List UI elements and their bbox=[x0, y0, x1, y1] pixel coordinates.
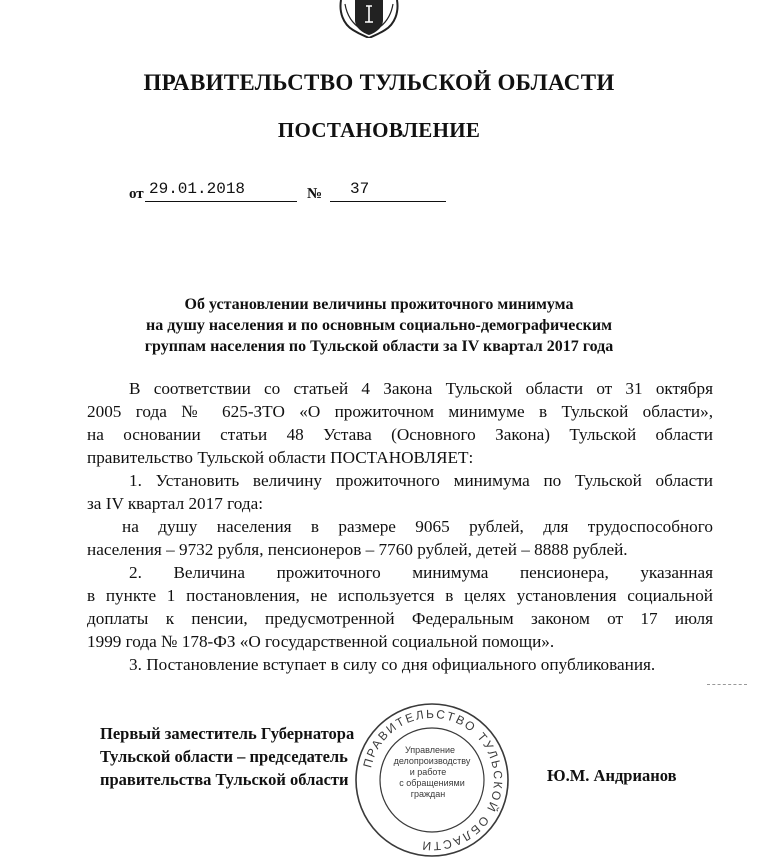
stamp-center-line: и работе bbox=[409, 767, 447, 777]
stamp-center-line: с обращениями bbox=[399, 778, 465, 788]
body-line: в пункте 1 постановления, не используется в целях установления социальной bbox=[87, 586, 713, 605]
body-line: 1. Установить величину прожиточного минимума по Тульской области bbox=[129, 471, 713, 490]
position-line: правительства Тульской области bbox=[100, 770, 349, 789]
official-stamp bbox=[352, 700, 512, 860]
subject-line: группам населения по Тульской области за IV квартал 2017 года bbox=[144, 338, 614, 355]
organization-title: ПРАВИТЕЛЬСТВО ТУЛЬСКОЙ ОБЛАСТИ bbox=[143, 70, 615, 95]
divider bbox=[707, 684, 747, 685]
body-line: населения – 9732 рубля, пенсионеров – 7760 рублей, детей – 8888 рублей. bbox=[87, 540, 628, 559]
date-label: от bbox=[129, 186, 144, 202]
number-label: № bbox=[307, 186, 323, 202]
position-line: Тульской области – председатель bbox=[100, 747, 348, 766]
body-line: на душу населения в размере 9065 рублей, для трудоспособного bbox=[122, 517, 713, 536]
document-subject bbox=[0, 294, 758, 357]
subject-line: на душу населения и по основным социально-демографическим bbox=[146, 317, 612, 334]
body-line: на основании статьи 48 Устава (Основного Закона) Тульской области bbox=[87, 425, 713, 444]
document-number: 37 bbox=[330, 180, 446, 202]
body-line: 2005 года № 625-ЗТО «О прожиточном минимуме в Тульской области», bbox=[87, 402, 713, 421]
position-line: Первый заместитель Губернатора bbox=[100, 724, 355, 743]
stamp-center-line: граждан bbox=[410, 789, 446, 799]
stamp-center-line: делопроизводству bbox=[393, 756, 471, 766]
body-line: доплаты к пенсии, предусмотренной Федеральным законом от 17 июля bbox=[87, 609, 713, 628]
document-date: 29.01.2018 bbox=[145, 180, 297, 202]
body-line: 3. Постановление вступает в силу со дня официального опубликования. bbox=[129, 655, 656, 674]
subject-line: Об установлении величины прожиточного минимума bbox=[184, 296, 574, 313]
stamp-center-line: Управление bbox=[404, 745, 456, 755]
signatory-position bbox=[100, 722, 354, 791]
document-body bbox=[87, 377, 713, 676]
body-line: правительство Тульской области ПОСТАНОВЛЯЕТ: bbox=[87, 448, 474, 467]
document-type: ПОСТАНОВЛЕНИЕ bbox=[277, 118, 481, 142]
body-line: 2. Величина прожиточного минимума пенсионера, указанная bbox=[129, 563, 713, 582]
body-line: за IV квартал 2017 года: bbox=[87, 494, 263, 513]
tula-coat-of-arms-icon bbox=[333, 0, 405, 38]
signatory-name: Ю.М. Андрианов bbox=[547, 766, 677, 785]
body-line: 1999 года № 178-ФЗ «О государственной социальной помощи». bbox=[87, 632, 555, 651]
stamp-ring-text: ПРАВИТЕЛЬСТВО ТУЛЬСКОЙ ОБЛАСТИ bbox=[360, 706, 506, 854]
body-line: В соответствии со статьей 4 Закона Тульской области от 31 октября bbox=[129, 379, 713, 398]
